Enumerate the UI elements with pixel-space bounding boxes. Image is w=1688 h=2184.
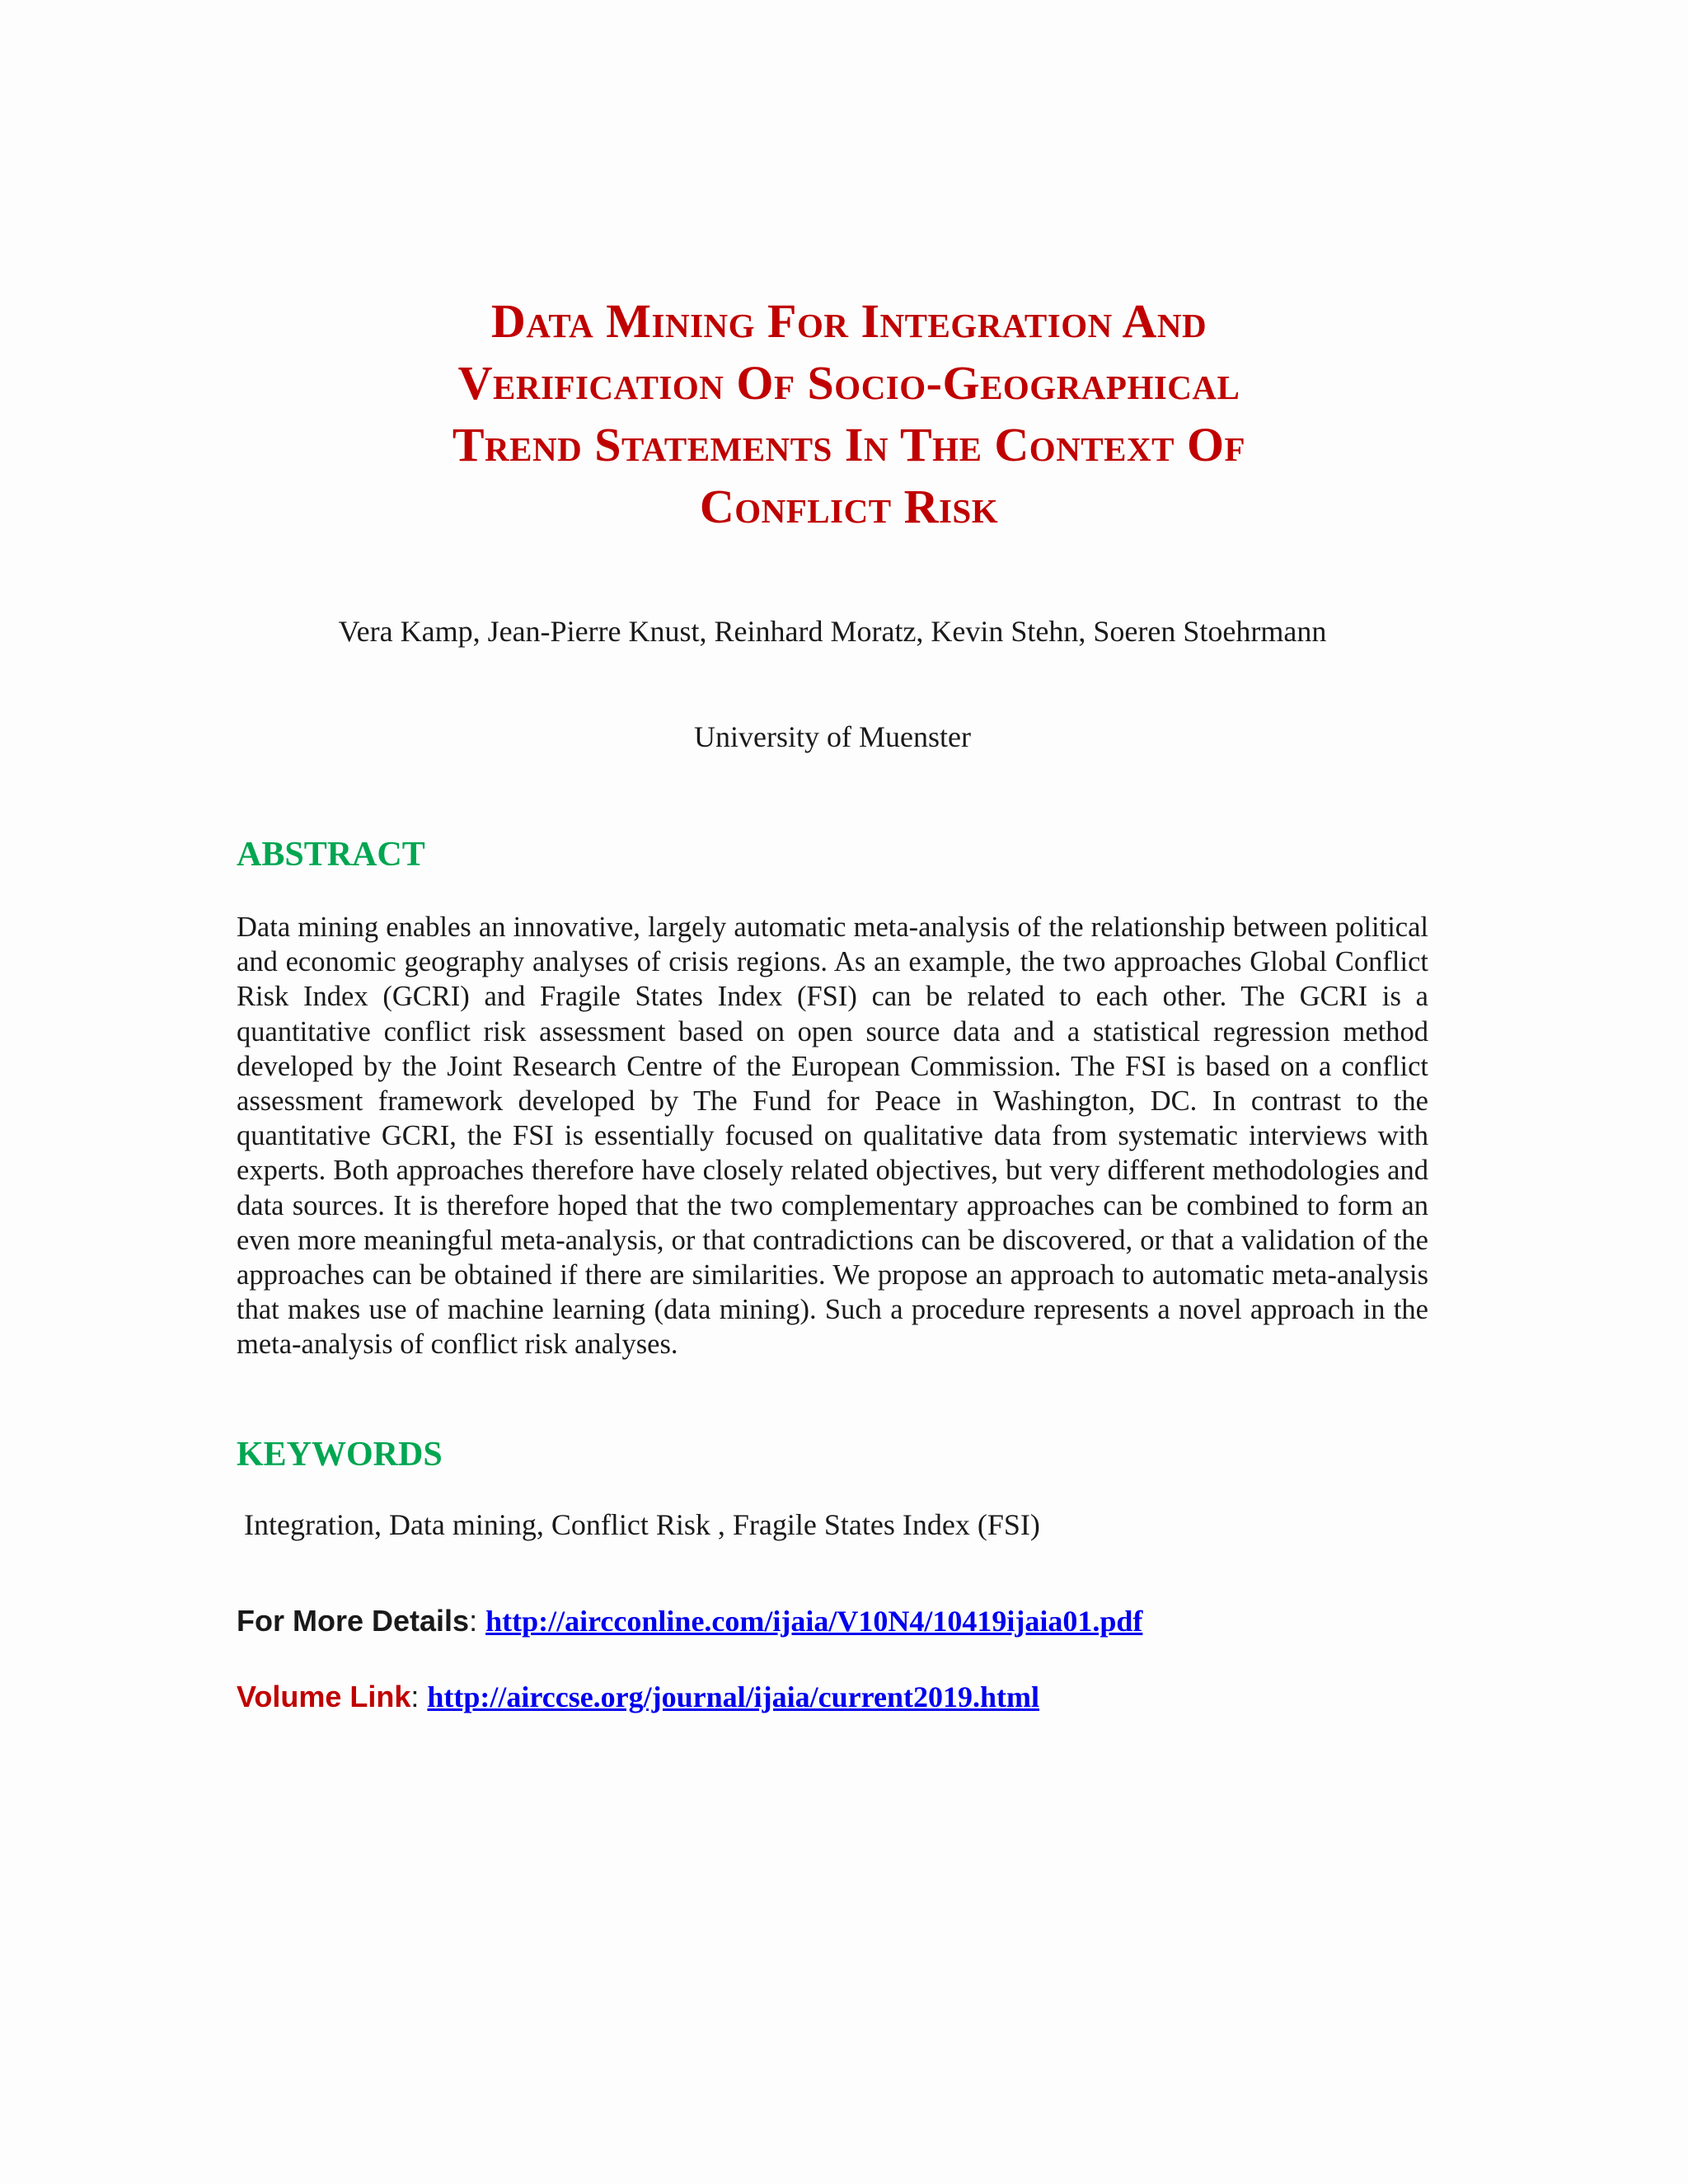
keywords-heading: KEYWORDS [237, 1436, 443, 1474]
title-line-4: Conflict Risk [699, 480, 999, 533]
author-list: Vera Kamp, Jean-Pierre Knust, Reinhard Moratz, Kevin Stehn, Soeren Stoehrmann [338, 615, 1327, 648]
affiliation: University of Muenster [694, 720, 971, 753]
volume-link[interactable]: http://airccse.org/journal/ijaia/current2019.html [427, 1680, 1039, 1713]
paper-title [272, 290, 1426, 537]
details-link[interactable]: http://aircconline.com/ijaia/V10N4/10419ijaia01.pdf [485, 1605, 1143, 1638]
title-line-1: Data Mining For Integration And [490, 294, 1207, 348]
keywords-text: Integration, Data mining, Conflict Risk , Fragile States Index (FSI) [244, 1508, 1040, 1541]
abstract-heading: ABSTRACT [237, 836, 425, 874]
volume-link-row [237, 1678, 1039, 1716]
abstract-text: Data mining enables an innovative, largely automatic meta-analysis of the relationship between political and economic geography analyses of crisis regions. As an example, the two approaches Global Conflict Risk Index (GCRI) and Fragile States Index (FSI) can be related to each other. The GCRI is a quantitative conflict risk assessment based on open source data and a statistical regression method developed by the Joint Research Centre of the European Commission. The FSI is based on a conflict assessment framework developed by The Fund for Peace in Washington, DC. In contrast to the quantitative GCRI, the FSI is essentially focused on qualitative data from systematic interviews with experts. Both approaches therefore have closely related objectives, but very different methodologies and data sources. It is therefore hoped that the two complementary approaches can be combined to form an even more meaningful meta-analysis, or that contradictions can be discovered, or that a validation of the approaches can be obtained if there are similarities. We propose an approach to automatic meta-analysis that makes use of machine learning (data mining). Such a procedure represents a novel approach in the meta-analysis of conflict risk analyses. [237, 912, 1428, 1361]
details-link-row [237, 1602, 1142, 1640]
volume-separator: : [410, 1680, 420, 1713]
title-line-2: Verification Of Socio-Geographical [457, 356, 1240, 410]
details-label: For More Details [237, 1604, 470, 1638]
details-separator: : [469, 1604, 478, 1638]
volume-label: Volume Link [237, 1680, 411, 1713]
title-line-3: Trend Statements In The Context Of [452, 418, 1246, 471]
